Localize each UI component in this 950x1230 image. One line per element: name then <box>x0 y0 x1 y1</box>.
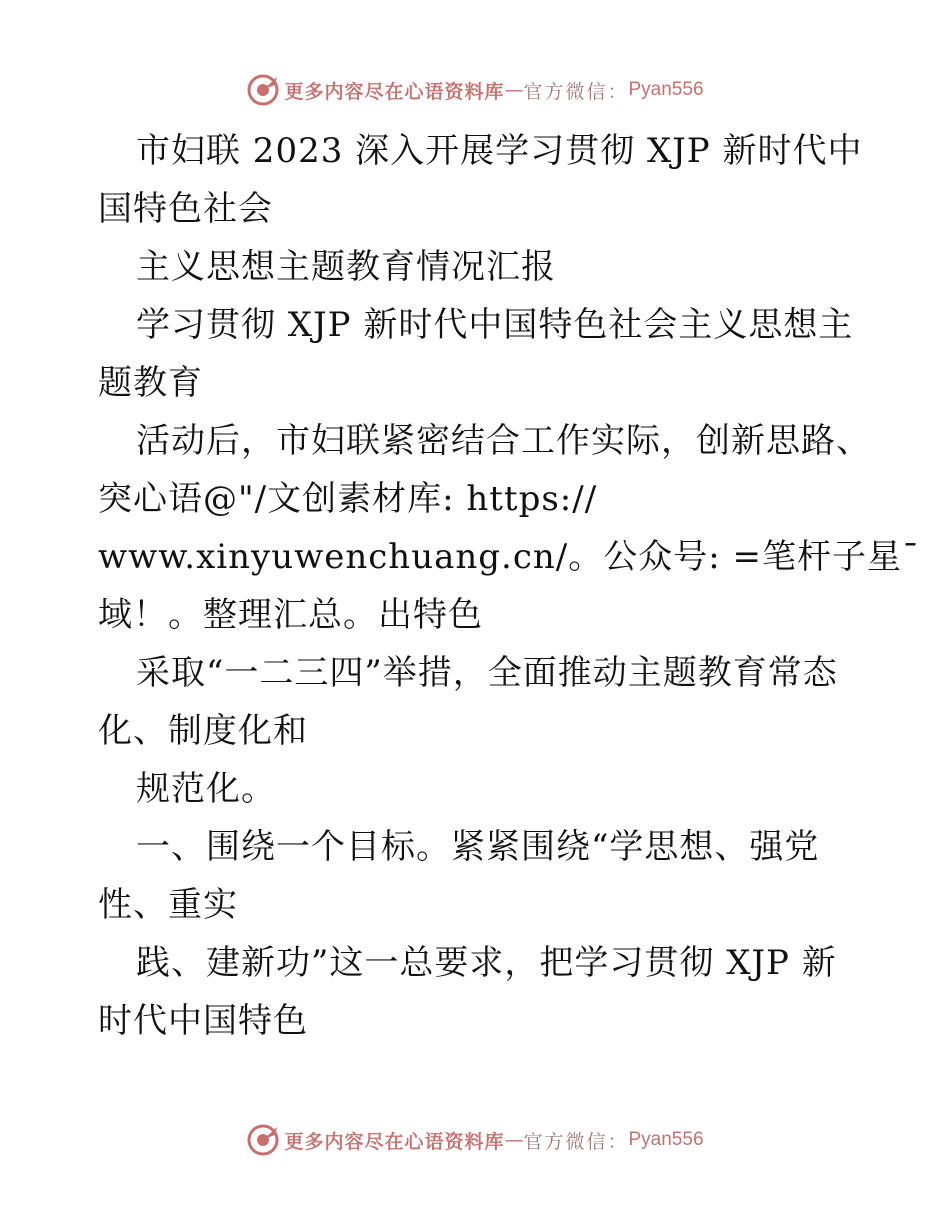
body-line: 活动后，市妇联紧密结合工作实际，创新思路、 <box>136 421 871 461</box>
watermark-separator: — <box>504 79 524 101</box>
logo-icon <box>246 73 280 107</box>
watermark-separator: — <box>504 1129 524 1151</box>
body-line: 题教育 <box>98 363 203 403</box>
body-line: 采取“一二三四”举措，全面推动主题教育常态 <box>136 653 838 693</box>
watermark-main-text: 更多内容尽在心语资料库 <box>284 1130 505 1153</box>
body-line: 国特色社会 <box>98 189 273 229</box>
header-watermark <box>0 70 950 110</box>
body-line: 践、建新功”这一总要求，把学习贯彻 XJP 新 <box>136 943 837 983</box>
watermark-sub-text: 官方微信： <box>523 80 629 103</box>
watermark-id: Pyan556 <box>628 1129 704 1150</box>
watermark-main-text: 更多内容尽在心语资料库 <box>284 80 505 103</box>
body-line: 突心语@"/文创素材库: https:// <box>98 479 598 519</box>
body-line: 主义思想主题教育情况汇报 <box>136 247 556 287</box>
footer-watermark <box>0 1120 950 1160</box>
body-line: www.xinyuwenchuang.cn/。公众号: =笔杆子星¯ <box>98 537 920 577</box>
body-line: 化、制度化和 <box>98 711 308 751</box>
document-body <box>98 122 920 1050</box>
watermark-id: Pyan556 <box>628 79 704 100</box>
body-line: 时代中国特色 <box>98 1001 308 1041</box>
body-line: 规范化。 <box>136 769 276 809</box>
body-line: 学习贯彻 XJP 新时代中国特色社会主义思想主 <box>136 305 854 345</box>
logo-icon <box>246 1123 280 1157</box>
body-line: 域！。整理汇总。出特色 <box>98 595 483 635</box>
watermark-sub-text: 官方微信： <box>523 1130 629 1153</box>
body-line: 一、围绕一个目标。紧紧围绕“学思想、强党 <box>136 827 820 867</box>
body-line: 性、重实 <box>98 885 238 925</box>
body-line: 市妇联 2023 深入开展学习贯彻 XJP 新时代中 <box>136 131 863 171</box>
